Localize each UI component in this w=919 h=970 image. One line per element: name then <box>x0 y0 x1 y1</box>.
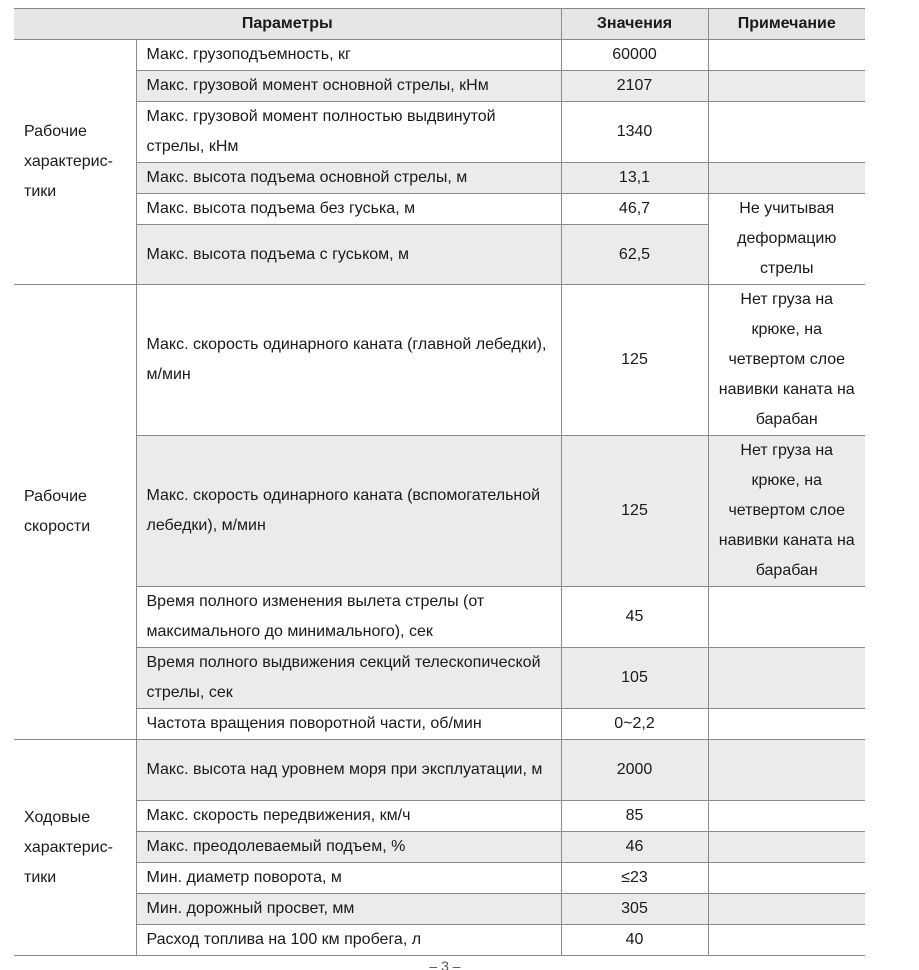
param-cell: Макс. грузовой момент полностью выдвинутой стрелы, кНм <box>136 102 561 163</box>
table-row <box>14 40 865 71</box>
param-cell: Мин. дорожный просвет, мм <box>136 894 561 925</box>
param-cell: Время полного выдвижения секций телескопической стрелы, сек <box>136 648 561 709</box>
table-row <box>14 894 865 925</box>
header-row <box>14 9 865 40</box>
note-cell <box>708 740 865 801</box>
table-row <box>14 587 865 648</box>
param-cell: Макс. скорость одинарного каната (главной лебедки), м/мин <box>136 285 561 436</box>
note-cell <box>708 648 865 709</box>
group-working-speeds: Рабочие скорости <box>14 285 136 740</box>
value-cell: 13,1 <box>561 163 708 194</box>
table-row <box>14 163 865 194</box>
value-cell: 125 <box>561 285 708 436</box>
param-cell: Макс. высота над уровнем моря при эксплуатации, м <box>136 740 561 801</box>
note-cell <box>708 894 865 925</box>
header-values: Значения <box>561 9 708 40</box>
note-cell <box>708 863 865 894</box>
note-cell <box>708 40 865 71</box>
value-cell: 125 <box>561 436 708 587</box>
param-cell: Частота вращения поворотной части, об/мин <box>136 709 561 740</box>
param-cell: Макс. грузоподъемность, кг <box>136 40 561 71</box>
group-working-characteristics: Рабочие характерис-тики <box>14 40 136 285</box>
note-cell <box>708 102 865 163</box>
table-row <box>14 648 865 709</box>
note-cell <box>708 925 865 956</box>
value-cell: 1340 <box>561 102 708 163</box>
param-cell: Расход топлива на 100 км пробега, л <box>136 925 561 956</box>
value-cell: 2000 <box>561 740 708 801</box>
table-row <box>14 832 865 863</box>
note-cell <box>708 801 865 832</box>
header-params: Параметры <box>14 9 561 40</box>
value-cell: 2107 <box>561 71 708 102</box>
param-cell: Макс. преодолеваемый подъем, % <box>136 832 561 863</box>
table-row <box>14 194 865 225</box>
table-row <box>14 925 865 956</box>
param-cell: Мин. диаметр поворота, м <box>136 863 561 894</box>
param-cell: Макс. высота подъема без гуська, м <box>136 194 561 225</box>
value-cell: 105 <box>561 648 708 709</box>
note-cell <box>708 832 865 863</box>
value-cell: 85 <box>561 801 708 832</box>
param-cell: Макс. высота подъема с гуськом, м <box>136 225 561 285</box>
value-cell: 45 <box>561 587 708 648</box>
param-cell: Макс. скорость передвижения, км/ч <box>136 801 561 832</box>
value-cell: 60000 <box>561 40 708 71</box>
table-row <box>14 436 865 587</box>
value-cell: 46,7 <box>561 194 708 225</box>
note-cell: Не учитывая деформацию стрелы <box>708 194 865 285</box>
value-cell: 46 <box>561 832 708 863</box>
group-driving-characteristics: Ходовые характерис-тики <box>14 740 136 956</box>
header-notes: Примечание <box>708 9 865 40</box>
note-cell <box>708 71 865 102</box>
note-cell: Нет груза на крюке, на четвертом слое навивки каната на барабан <box>708 285 865 436</box>
value-cell: 40 <box>561 925 708 956</box>
param-cell: Макс. грузовой момент основной стрелы, кНм <box>136 71 561 102</box>
param-cell: Время полного изменения вылета стрелы (от максимального до минимального), сек <box>136 587 561 648</box>
spec-table <box>14 8 865 956</box>
note-cell: Нет груза на крюке, на четвертом слое навивки каната на барабан <box>708 436 865 587</box>
value-cell: ≤23 <box>561 863 708 894</box>
table-row <box>14 740 865 801</box>
page-number: – 3 – <box>429 958 461 970</box>
table-row <box>14 71 865 102</box>
table-row <box>14 285 865 436</box>
note-cell <box>708 163 865 194</box>
value-cell: 305 <box>561 894 708 925</box>
value-cell: 0~2,2 <box>561 709 708 740</box>
note-cell <box>708 709 865 740</box>
note-cell <box>708 587 865 648</box>
table-row <box>14 102 865 163</box>
table-row <box>14 801 865 832</box>
value-cell: 62,5 <box>561 225 708 285</box>
table-row <box>14 863 865 894</box>
param-cell: Макс. скорость одинарного каната (вспомогательной лебедки), м/мин <box>136 436 561 587</box>
param-cell: Макс. высота подъема основной стрелы, м <box>136 163 561 194</box>
table-row <box>14 709 865 740</box>
